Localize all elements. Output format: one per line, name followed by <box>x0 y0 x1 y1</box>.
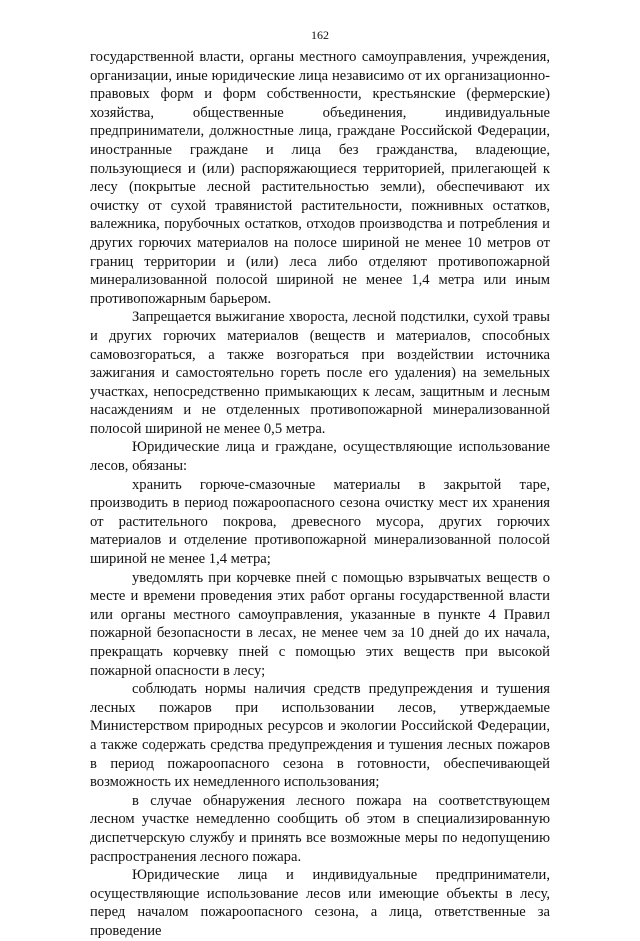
paragraph-8: Юридические лица и индивидуальные предприниматели, осуществляющие использование лесов или имеющие объекты в лесу, перед началом пожароопасного сезона, а лица, ответственные за проведение <box>90 867 550 939</box>
paragraph-3: Юридические лица и граждане, осуществляющие использование лесов, обязаны: <box>90 439 550 475</box>
paragraph-4: хранить горюче-смазочные материалы в закрытой таре, производить в период пожароопасного сезона очистку мест их хранения от растительного покрова, древесного мусора, других горючих материалов и отделение противопожарной минерализованной полосой шириной не менее 1,4 метра; <box>90 476 550 568</box>
document-body <box>90 48 550 941</box>
paragraph-6: соблюдать нормы наличия средств предупреждения и тушения лесных пожаров при использовании лесов, утверждаемые Министерством природных ресурсов и экологии Российской Федерации, а также содержать средства предупреждения и тушения лесных пожаров в период пожароопасного сезона в готовности, обеспечивающей возможность их немедленного использования; <box>90 681 550 791</box>
paragraph-5: уведомлять при корчевке пней с помощью взрывчатых веществ о месте и времени проведения этих работ органы государственной власти или органы местного самоуправления, указанные в пункте 4 Правил пожарной безопасности в лесах, не менее чем за 10 дней до их начала, прекращать корчевку пней с помощью этих веществ при высокой пожарной опасности в лесу; <box>90 569 550 679</box>
paragraph-2: Запрещается выжигание хвороста, лесной подстилки, сухой травы и других горючих материалов (веществ и материалов, способных самовозгораться, а также возгораться при воздействии источника зажигания и самостоятельно гореть после его удаления) на земельных участках, непосредственно примыкающих к лесам, защитным и лесным насаждениям и не отделенных противопожарной минерализованной полосой шириной не менее 0,5 метра. <box>90 309 550 437</box>
paragraph-7: в случае обнаружения лесного пожара на соответствующем лесном участке немедленно сообщить об этом в специализированную диспетчерскую службу и принять все возможные меры по недопущению распространения лесного пожара. <box>90 792 550 865</box>
paragraph-1: государственной власти, органы местного самоуправления, учреждения, организации, иные юридические лица независимо от их организационно-правовых форм и форм собственности, крестьянские (фермерские) хозяйства, общественные объединения, индивидуальные предприниматели, должностные лица, граждане Российской Федерации, иностранные граждане и лица без гражданства, владеющие, пользующиеся и (или) распоряжающиеся территорией, прилегающей к лесу (покрытые лесной растительностью земли), обеспечивают их очистку от сухой травянистой растительности, пожнивных остатков, валежника, порубочных остатков, отходов производства и потребления и других горючих материалов на полосе шириной не менее 10 метров от границ территории и (или) леса либо отделяют противопожарной минерализованной полосой шириной не менее 1,4 метра или иным противопожарным барьером. <box>90 49 550 307</box>
page-number: 162 <box>311 28 329 42</box>
